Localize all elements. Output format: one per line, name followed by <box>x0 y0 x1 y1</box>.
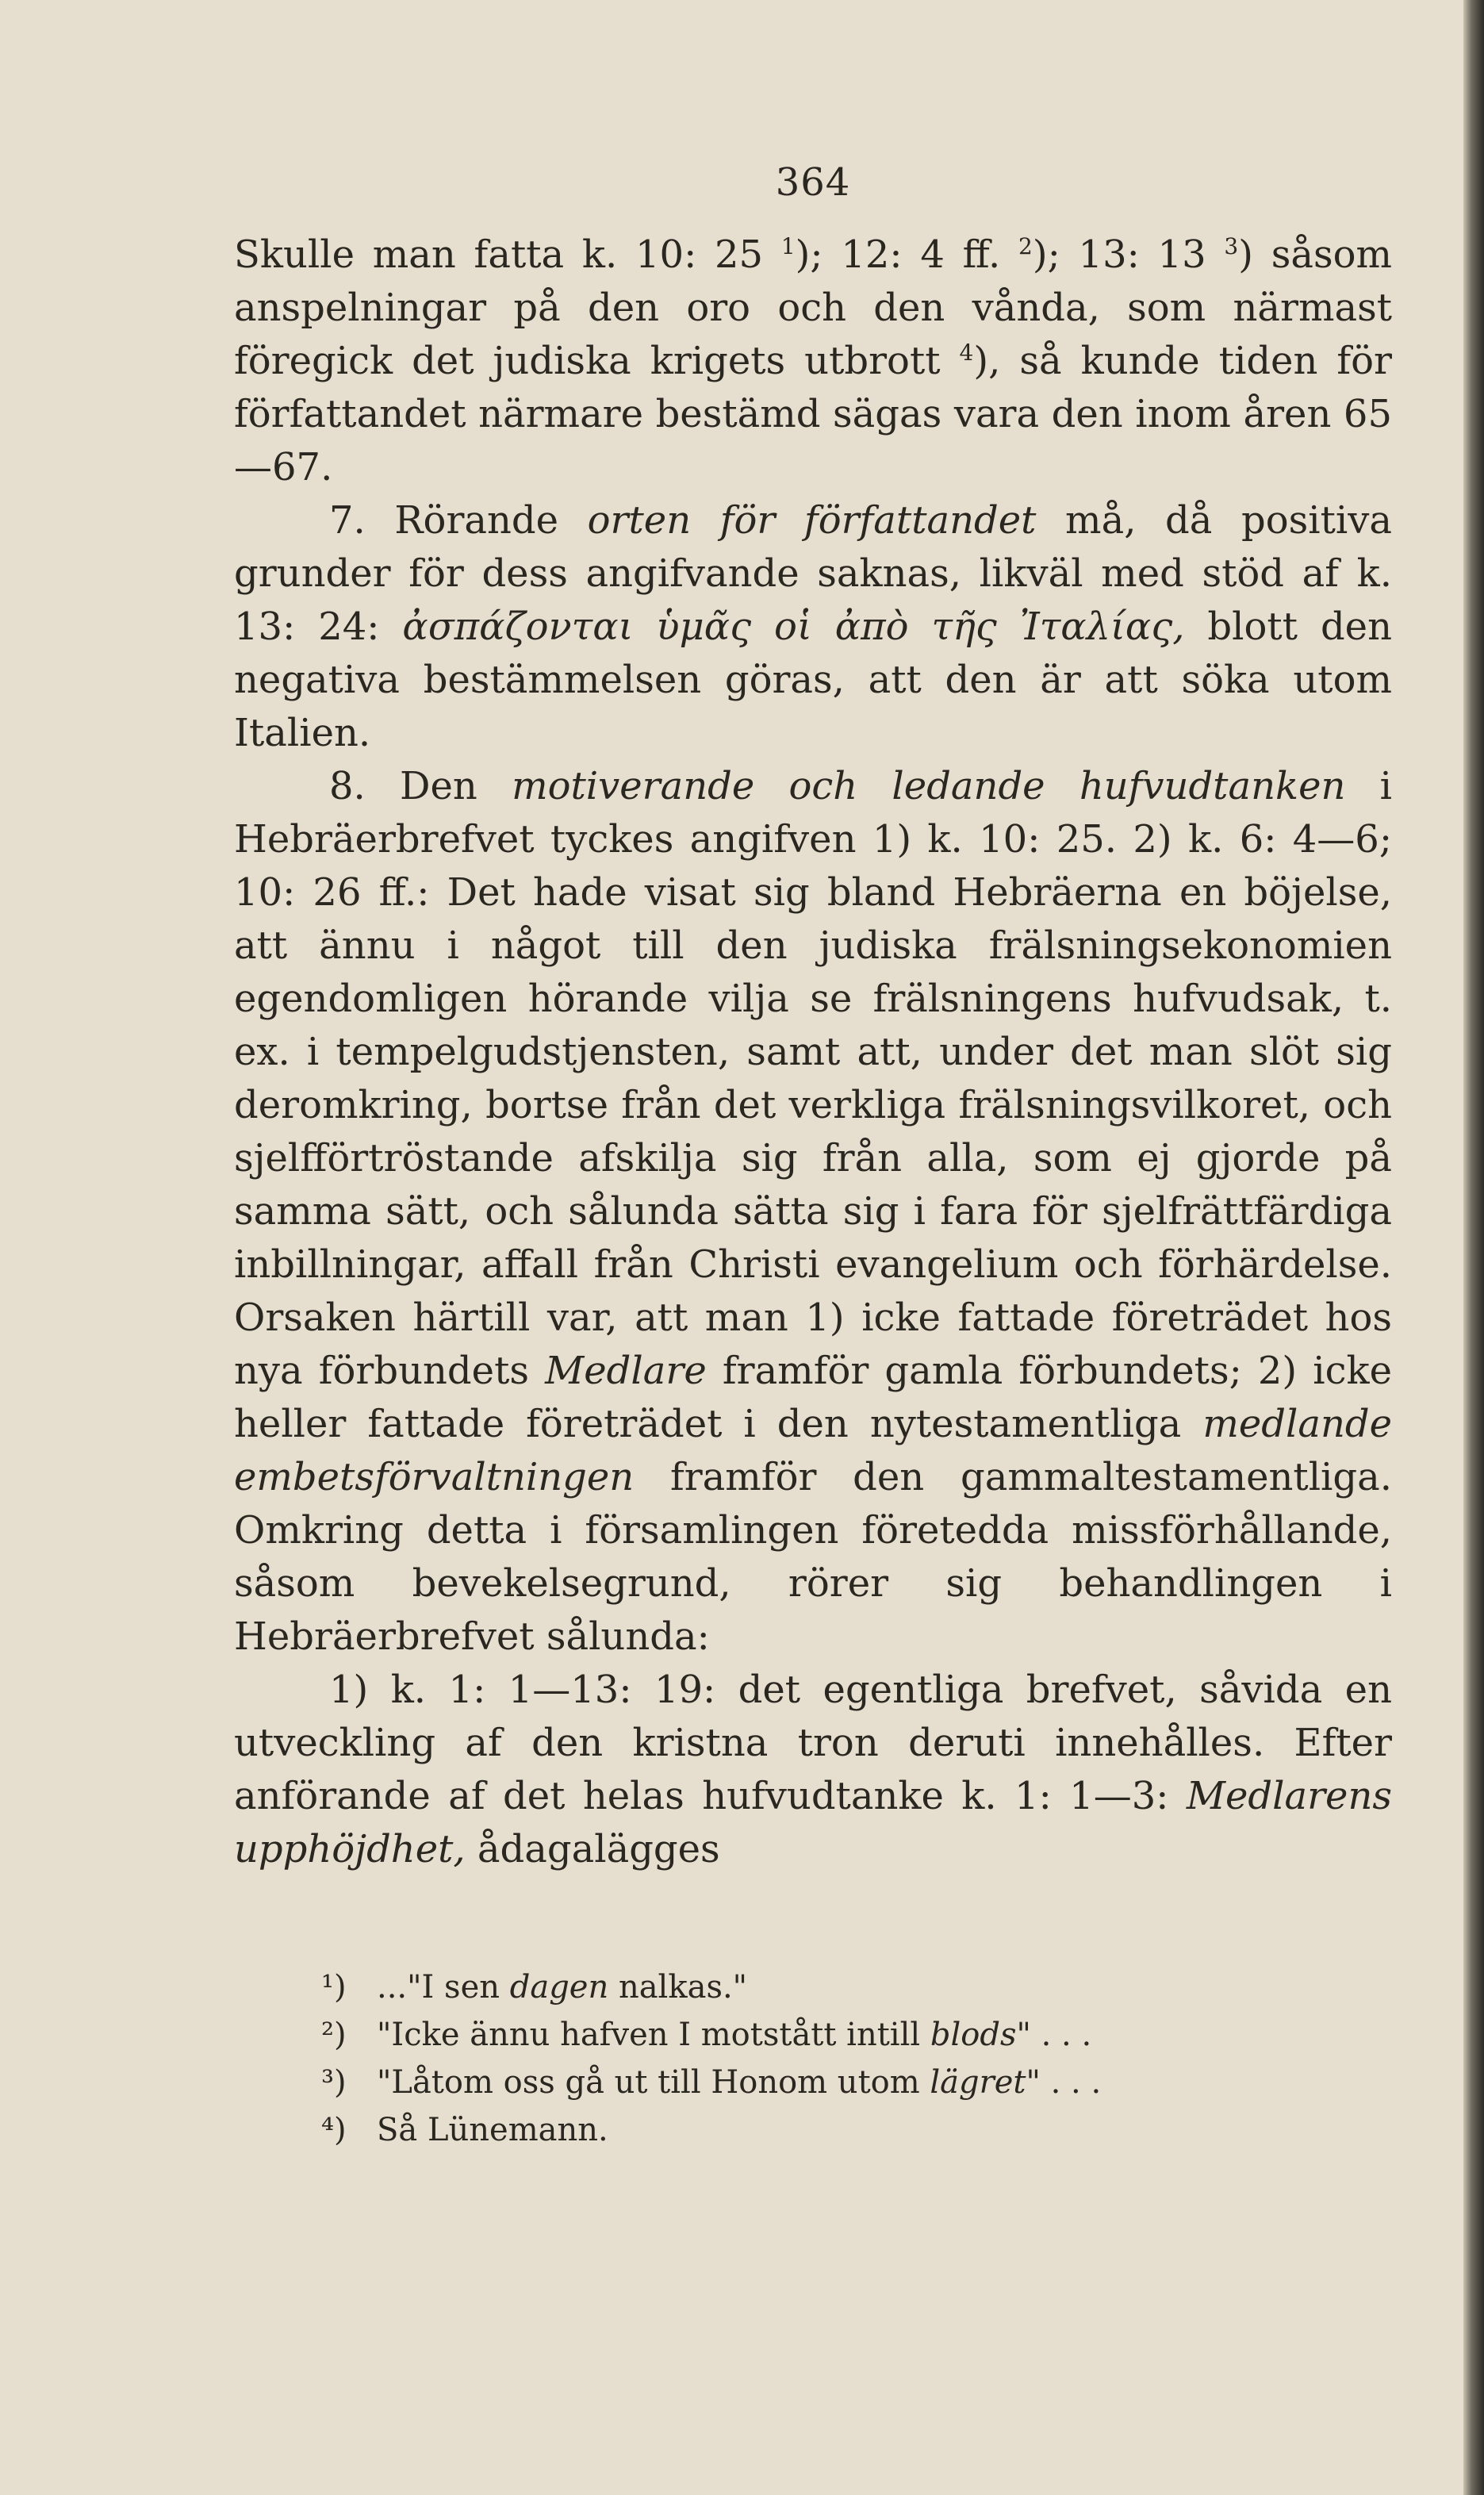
text-run: må, då positiva grunder för dess angifvande saknas, likväl med stöd af k. 13: 24: <box>234 498 1392 649</box>
page <box>234 159 1392 2154</box>
text-run: nalkas." <box>608 1969 748 2006</box>
footnotes <box>234 1963 1392 2154</box>
text-run: 1) k. 1: 1—13: 19: det egentliga brefvet, såvida en utveckling af den kristna tron deruti innehålles. Efter anförande af det helas hufvudtanke k. 1: 1—3: <box>234 1668 1392 1818</box>
footnote-reference: 3 <box>1224 233 1239 259</box>
text-run: "Icke ännu hafven I motstått intill <box>377 2017 930 2053</box>
emphasized-text: lägret <box>930 2064 1026 2101</box>
text-run: ..."I sen <box>377 1969 510 2006</box>
text-run: ådagalägges <box>465 1827 720 1871</box>
body-text <box>234 228 1392 1876</box>
page-number: 364 <box>775 160 851 205</box>
paragraph <box>234 494 1392 760</box>
text-run: Skulle man fatta k. 10: 25 <box>234 232 781 277</box>
text-run: Så Lünemann. <box>377 2112 608 2148</box>
footnote-mark: ⁴) <box>321 2112 347 2148</box>
text-run: " . . . <box>1016 2017 1092 2053</box>
emphasized-text: orten för författandet <box>587 498 1037 543</box>
text-run: 8. Den <box>329 764 512 808</box>
emphasized-text: dagen <box>509 1969 609 2006</box>
emphasized-text: blods <box>930 2017 1017 2053</box>
text-run: 7. Rörande <box>329 498 588 543</box>
text-run: "Låtom oss gå ut till Honom utom <box>377 2064 930 2101</box>
footnote <box>234 2106 1392 2154</box>
footnote <box>234 1963 1392 2011</box>
text-run: ); 12: 4 ff. <box>795 232 1019 277</box>
footnote-reference: 1 <box>780 233 796 259</box>
text-run: ); 13: 13 <box>1032 232 1225 277</box>
text-run: ) såsom anspelningar på den oro och den vånda, som närmast föregick det judiska krigets utbrott <box>234 232 1393 383</box>
text-run: blott den negativa bestämmelsen göras, att den är att söka utom Italien. <box>234 605 1392 755</box>
footnote-reference: 4 <box>959 340 974 366</box>
footnote-text <box>321 2011 1392 2059</box>
footnote-reference: 2 <box>1018 233 1033 259</box>
text-run: framför gamla förbundets; 2) icke heller fattade företrädet i den nytestamentliga <box>234 1349 1393 1446</box>
emphasized-text: ἀσπάζονται ὑμᾶς οἱ ἀπὸ τῆς Ἰταλίας, <box>402 605 1185 649</box>
emphasized-text: motiverande och ledande hufvudtanken <box>512 764 1346 808</box>
emphasized-text: Medlare <box>545 1349 707 1393</box>
footnote <box>234 2059 1392 2106</box>
footnote-mark: ²) <box>321 2017 347 2053</box>
paragraph <box>234 760 1392 1664</box>
footnote <box>234 2011 1392 2059</box>
emphasized-text: medlande embetsförvaltningen <box>234 1402 1392 1499</box>
text-run: " . . . <box>1026 2064 1102 2101</box>
emphasized-text: Medlarens upphöjdhet, <box>234 1774 1392 1871</box>
text-run: framför den gammaltestamentliga. Omkring detta i församlingen företedda missförhållande, såsom bevekelsegrund, rörer sig behandlingen i Hebräerbrefvet sålunda: <box>234 1455 1392 1659</box>
text-run: ), så kunde tiden för författandet närmare bestämd sägas vara den inom åren 65—67. <box>234 339 1392 489</box>
footnote-mark: ¹) <box>321 1969 347 2006</box>
footnote-text <box>321 2106 1392 2154</box>
text-run: i Hebräerbrefvet tyckes angifven 1) k. 10: 25. 2) k. 6: 4—6; 10: 26 ff.: Det hade visat sig bland Hebräerna en böjelse, att ännu i något till den judiska frälsningsekonomien egendomligen hörande vilja se frälsningens hufvudsak, t. ex. i tempelgudstjensten, samt att, under det man slöt sig deromkring, bortse från det verkliga frälsningsvilkoret, och sjelfförtröstande afskilja sig från alla, som ej gjorde på samma sätt, och sålunda sätta sig i fara för sjelfrättfärdiga inbillningar, affall från Christi evangelium och förhärdelse. Orsaken härtill var, att man 1) icke fattade företrädet hos nya förbundets <box>234 764 1392 1393</box>
paragraph <box>234 228 1392 494</box>
footnote-text <box>321 1963 1392 2011</box>
footnote-text <box>321 2059 1392 2106</box>
page-edge <box>1463 0 1484 2495</box>
paragraph <box>234 1664 1392 1876</box>
footnote-mark: ³) <box>321 2064 347 2101</box>
